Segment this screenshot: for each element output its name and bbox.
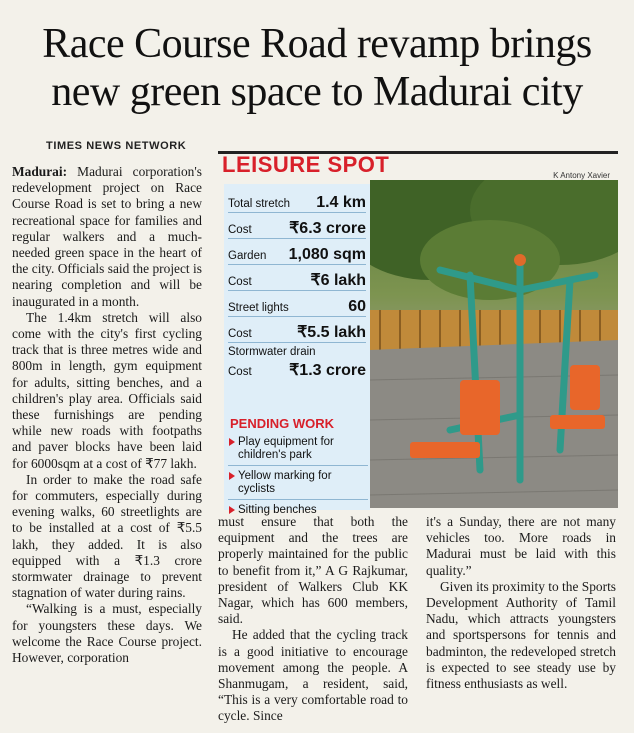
bullet-arrow-icon — [229, 506, 235, 514]
article-paragraph: In order to make the road safe for commuters, especially during evening walks, 60 streetlights are to be installed at a cost of ₹5.5 lakh, they added. It is also equipped with a ₹1.3 crore stormwater drainage to prevent stagnation of water during rains. — [12, 471, 202, 601]
stat-row — [228, 264, 366, 291]
stat-row — [228, 238, 366, 265]
pending-item-text: Yellow marking for cyclists — [238, 470, 332, 495]
stats-panel — [224, 184, 370, 516]
stat-value: 1,080 sqm — [288, 246, 366, 263]
article-column-3 — [426, 514, 616, 692]
stat-label: Cost — [228, 328, 252, 340]
bullet-arrow-icon — [229, 472, 235, 480]
pending-item-text: Play equipment for children's park — [238, 436, 334, 461]
stat-row — [228, 290, 366, 317]
headline-line-2: new green space to Madurai city — [51, 69, 583, 115]
bullet-arrow-icon — [229, 438, 235, 446]
article-paragraph: “Walking is a must, especially for youngsters these days. We welcome the Race Course project. However, corporation — [12, 601, 202, 666]
article-column-1 — [12, 164, 202, 666]
article-paragraph: must ensure that both the equipment and the trees are properly maintained for the public to benefit from it,” A G Rajkumar, president of Walkers Club KK Nagar, which has 600 members, said. — [218, 514, 408, 627]
stat-label: Street lights — [228, 302, 289, 314]
stat-label: Stormwater drain — [228, 346, 316, 358]
stat-row — [228, 212, 366, 239]
byline: TIMES NEWS NETWORK — [46, 140, 187, 152]
headline — [0, 20, 634, 116]
gym-equipment-photo-icon — [370, 180, 618, 508]
headline-line-1: Race Course Road revamp brings — [42, 21, 592, 67]
stat-row — [228, 316, 366, 343]
stat-label: Cost — [228, 366, 252, 378]
article-column-2 — [218, 514, 408, 725]
graphic-title: LEISURE SPOT — [222, 152, 390, 177]
stat-row — [228, 186, 366, 213]
paragraph-text: Madurai corporation's redevelopment project on Race Course Road is set to bring a new recreational space for families and regular walkers and a much-needed green space in the heart of the city. Officials said the project is nearing completion and will be inaugurated in a month. — [12, 164, 202, 309]
article-paragraph: Given its proximity to the Sports Development Authority of Tamil Nadu, which attracts youngsters and sportspersons for tennis and badminton, the redeveloped stretch is expected to see steady use by fitness enthusiasts as well. — [426, 578, 616, 692]
stat-value: ₹1.3 crore — [289, 362, 366, 379]
pending-work-title: PENDING WORK — [230, 416, 334, 431]
article-paragraph — [12, 164, 202, 310]
article-paragraph: The 1.4km stretch will also come with the city's first cycling track that is three metres wide and 800m in length, gym equipment for adults, sitting benches, and a children's play area. Officials said these furnishings are pending while new roads with footpaths and paver blocks have been laid for 6000sqm at a cost of ₹77 lakh. — [12, 309, 202, 471]
pending-item — [228, 470, 368, 500]
stat-value: ₹6 lakh — [310, 272, 366, 289]
stat-value: 1.4 km — [316, 194, 366, 211]
dateline: Madurai: — [12, 164, 68, 179]
article-paragraph: He added that the cycling track is a good initiative to encourage movement among the people. A Shanmugam, a resident, said, “This is a very comfortable road to cycle. Since — [218, 627, 408, 724]
stat-label: Cost — [228, 276, 252, 288]
park-photo — [370, 180, 618, 508]
stat-label: Cost — [228, 224, 252, 236]
stat-value: 60 — [348, 298, 366, 315]
pending-item-text: Sitting benches — [238, 504, 317, 516]
stat-row — [228, 342, 366, 380]
stat-value: ₹5.5 lakh — [297, 324, 366, 341]
stat-label: Garden — [228, 250, 267, 262]
leisure-spot-graphic — [218, 150, 618, 516]
photo-credit: K Antony Xavier — [553, 171, 610, 180]
stat-label: Total stretch — [228, 198, 290, 210]
article-paragraph: it's a Sunday, there are not many vehicles too. More roads in Madurai must be laid with this quality.” — [426, 514, 616, 578]
pending-item — [228, 436, 368, 466]
stat-value: ₹6.3 crore — [289, 220, 366, 237]
